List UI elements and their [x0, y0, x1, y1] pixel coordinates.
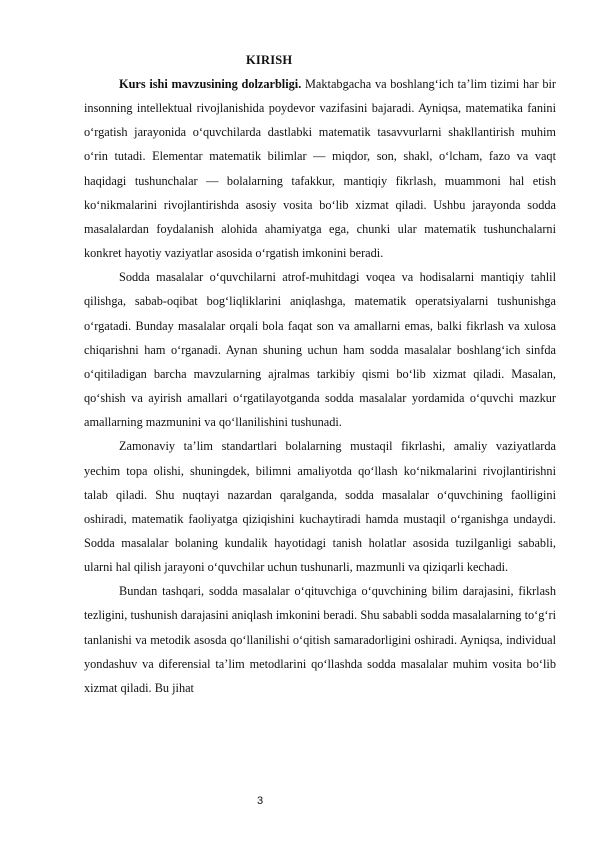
paragraph-text: Maktabgacha va boshlang‘ich ta’lim tizimi har bir insonning intellektual rivojlanishida poydevor vazifasini bajaradi. Ayniqsa, matematika fanini o‘rgatish jarayonida o‘quvchilarda dastlabki matematik tasavvurlarni shakllantirish muhim o‘rin tutadi. Elementar matematik bilimlar — miqdor, son, shakl, o‘lcham, fazo va vaqt haqidagi tushunchalar — bolalarning tafakkur, mantiqiy fikrlash, muammoni hal etish ko‘nikmalarini rivojlantirishda asosiy vosita bo‘lib xizmat qiladi. Ushbu jarayonda sodda masalalardan foydalanish alohida ahamiyatga ega, chunki ular matematik tushunchalarni konkret hayotiy vaziyatlar asosida o‘rgatish imkonini beradi.: [84, 77, 557, 261]
paragraph-text: Sodda masalalar o‘quvchilarni atrof-muhitdagi voqea va hodisalarni mantiqiy tahlil qilishga, sabab-oqibat bog‘liqliklarini aniqlashga, matematik operatsiyalarni tushunishga o‘rgatadi. Bunday masalalar orqali bola faqat son va amallarni emas, balki fikrlash va xulosa chiqarishni ham o‘rganadi. Aynan shuning uchun ham sodda masalalar boshlang‘ich sinfda o‘qitiladigan barcha mavzularning ajralmas tarkibiy qismi bo‘lib xizmat qiladi. Masalan, qo‘shish va ayirish amallari o‘rgatilayotganda sodda masalalar yordamida o‘quvchi mazkur amallarning mazmunini va qo‘llanilishini tushunadi.: [84, 270, 556, 430]
paragraph-1: [84, 72, 556, 265]
section-heading: KIRISH: [246, 53, 293, 67]
paragraph-4: [84, 579, 556, 700]
paragraph-text: Zamonaviy ta’lim standartlari bolalarning mustaqil fikrlashi, amaliy vaziyatlarda yechim topa olishi, shuningdek, bilimni amaliyotda qo‘llash ko‘nikmalarini rivojlantirishni talab qiladi. Shu nuqtayi nazardan qaralganda, sodda masalalar o‘quvchining faolligini oshiradi, matematik faoliyatga qiziqishini kuchaytiradi hamda mustaqil o‘rganishga undaydi. Sodda masalalar bolaning kundalik hayotidagi tanish holatlar asosida tuzilganligi sababli, ularni hal qilish jarayoni o‘quvchilar uchun tushunarli, mazmunli va qiziqarli kechadi.: [84, 439, 556, 575]
paragraph-2: [84, 265, 556, 434]
paragraph-3: [84, 434, 556, 579]
paragraph-text: Bundan tashqari, sodda masalalar o‘qituvchiga o‘quvchining bilim darajasini, fikrlash tezligini, tushunish darajasini aniqlash imkonini beradi. Shu sababli sodda masalalarning to‘g‘ri tanlanishi va metodik asosda qo‘llanilishi o‘qitish samaradorligini oshiradi. Ayniqsa, individual yondashuv va diferensial ta’lim metodlarini qo‘llashda sodda masalalar muhim vosita bo‘lib xizmat qiladi. Bu jihat: [84, 584, 556, 695]
paragraph-lead: Kurs ishi mavzusining dolzarbligi.: [119, 77, 302, 91]
body-text: [84, 72, 556, 700]
page-number: 3: [257, 795, 264, 807]
